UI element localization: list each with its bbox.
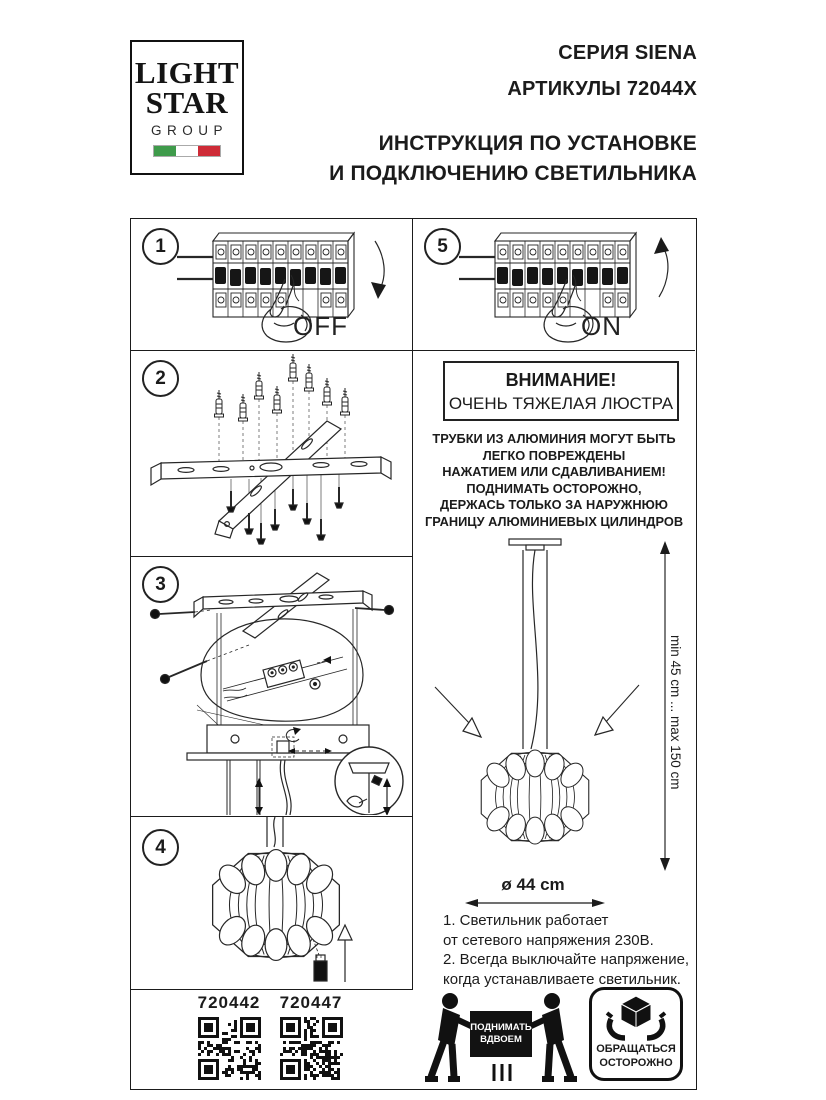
page-title: ИНСТРУКЦИЯ ПО УСТАНОВКЕ И ПОДКЛЮЧЕНИЮ СВЕТИЛЬНИКА [329,132,697,185]
step-3-panel [131,557,413,817]
step-number-1: 1 [142,228,179,265]
step-2-panel [131,351,413,557]
step-number-2: 2 [142,360,179,397]
care-label: ОБРАЩАТЬСЯ ОСТОРОЖНО [596,1043,676,1069]
diameter-label: ø 44 cm [501,875,565,894]
product-code-1: 720442 [197,993,261,1012]
logo-word-light: LIGHT [134,55,240,90]
warning-title: ВНИМАНИЕ! [505,370,617,390]
handle-with-care-pictogram [589,987,683,1081]
italian-flag-bar [153,145,221,157]
hanging-chandelier-diagram [413,537,695,873]
step-4-panel [131,817,413,990]
step-number-4: 4 [142,829,179,866]
product-codes-cell [131,990,413,1088]
warning-body: ТРУБКИ ИЗ АЛЮМИНИЯ МОГУТ БЫТЬ ЛЕГКО ПОВРЕЖДЕНЫ НАЖАТИЕМ ИЛИ СДАВЛИВАНИЕМ! ПОДНИМАТЬ ОСТОРОЖНО, ДЕРЖАСЬ ТОЛЬКО ЗА НАРУЖНЮЮ ГРАНИЦУ АЛЮМИНИЕВЫХ ЦИЛИНДРОВ [424,431,684,529]
height-range-label: min 45 cm ... max 150 cm [668,635,683,790]
logo-word-group: GROUP [150,123,228,138]
articles-line: АРТИКУЛЫ 72044X [507,78,697,100]
off-label: OFF [293,311,348,341]
lift-by-two-pictogram [423,989,579,1085]
hands-box-icon [604,995,668,1041]
logo-word-star: STAR [145,85,229,120]
warning-subtitle: ОЧЕНЬ ТЯЖЕЛАЯ ЛЮСТРА [448,394,674,413]
right-column [413,351,695,1088]
lightstar-logo [130,40,244,175]
step-1-panel [131,219,413,351]
step-number-3: 3 [142,566,179,603]
product-code-2: 720447 [279,993,343,1012]
qr-code-2 [280,1017,343,1080]
qr-code-1 [198,1017,261,1080]
step-5-panel [413,219,695,351]
diameter-arrow [465,897,605,909]
series-title: СЕРИЯ SIENA [558,42,697,64]
warning-box [443,361,679,421]
on-label: ON [581,311,622,341]
header-text [300,42,697,189]
step-number-5: 5 [424,228,461,265]
lift-sign: ПОДНИМАТЬ ВДВОЕМ [470,1011,532,1057]
notes: 1. Светильник работает от сетевого напряжения 230В. 2. Всегда выключайте напряжение, когда устанавливаете светильник. [443,912,690,988]
instruction-grid [130,218,697,1090]
